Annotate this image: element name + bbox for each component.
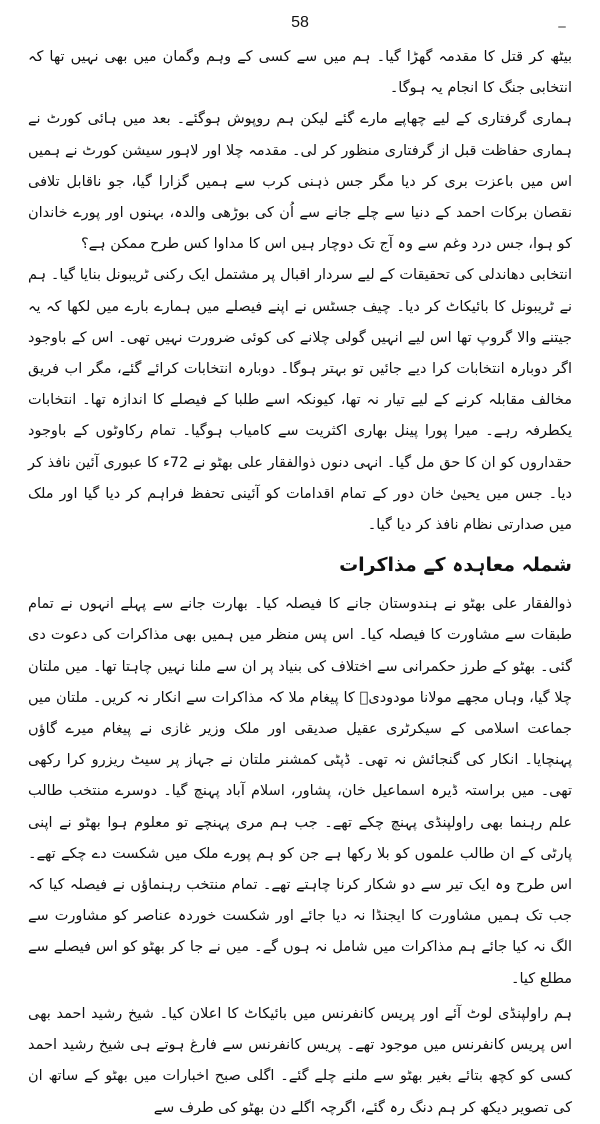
page-body (28, 42, 572, 1124)
paragraph: انتخابی دھاندلی کی تحقیقات کے لیے سردار اقبال پر مشتمل ایک رکنی ٹریبونل بنایا گیا۔ ہم نے ٹریبونل کا بائیکاٹ کر دیا۔ چیف جسٹس نے اپنے فیصلے میں ہمارے بارے میں لکھا کہ یہ جیتنے والا گروپ تھا اس لیے انہیں گولی چلانے کی کوئی ضرورت نہیں تھی۔ اس کے باوجود اگر دوبارہ انتخابات کرا دیے جائیں تو بہتر ہوگا۔ دوبارہ انتخابات کرائے گئے، مگر اب فریق مخالف مقابلہ کرنے کے لیے تیار نہ تھا، کیونکہ اسے طلبا کے فیصلے کا اندازہ تھا۔ انتخابات یکطرفہ رہے۔ میرا پورا پینل بھاری اکثریت سے کامیاب ہوگیا۔ تمام رکاوٹوں کے باوجود حقداروں کو ان کا حق مل گیا۔ انہی دنوں ذوالفقار علی بھٹو نے 72ء کا عبوری آئین نافذ کر دیا۔ جس میں یحییٰ خان دور کے تمام اقدامات کو آئینی تحفظ فراہم کر دیا گیا اور ملک میں صدارتی نظام نافذ کر دیا گیا۔ (28, 267, 573, 534)
paragraph: ہم راولپنڈی لوٹ آئے اور پریس کانفرنس میں بائیکاٹ کا اعلان کیا۔ شیخ رشید احمد بھی اس پریس کانفرنس میں موجود تھے۔ پریس کانفرنس سے فارغ ہوتے ہی شیخ رشید احمد کسی کو کچھ بتائے بغیر بھٹو سے ملنے چلے گئے۔ اگلی صبح اخبارات میں بھٹو کے ساتھ ان کی تصویر دیکھ کر ہم دنگ رہ گئے، اگرچہ اگلے دن بھٹو کی طرف سے (28, 1005, 572, 1116)
page-number: 58 (291, 14, 309, 31)
paragraph: ہماری گرفتاری کے لیے چھاپے مارے گئے لیکن ہم روپوش ہوگئے۔ بعد میں ہائی کورٹ نے ہماری حفاظت قبل از گرفتاری منظور کر لی۔ مقدمہ چلا اور لاہور سیشن کورٹ نے ہمیں اس میں باعزت بری کر دیا مگر جس ذہنی کرب سے ہمیں گزارا گیا، جو ناقابل تلافی نقصان برکات احمد کے دنیا سے چلے جانے سے اُن کی بوڑھی والدہ، بہنوں اور پورے خاندان کو ہوا، جس درد وغم سے وہ آج تک دوچار ہیں اس کا مداوا کس طرح ممکن ہے؟ (28, 111, 572, 253)
paragraph: ذوالفقار علی بھٹو نے ہندوستان جانے کا فیصلہ کیا۔ بھارت جانے سے پہلے انہوں نے تمام طبقات سے مشاورت کا فیصلہ کیا۔ اس پس منظر میں ہمیں بھی مذاکرات کی دعوت دی گئی۔ بھٹو کے طرز حکمرانی سے اختلاف کی بنیاد پر ان سے ملنا نہیں چاہتا تھا۔ میں ملتان چلا گیا، وہاں مجھے مولانا مودودیؒ کا پیغام ملا کہ مذاکرات سے انکار نہ کریں۔ ملتان میں جماعت اسلامی کے سیکرٹری عقیل صدیقی اور ملک وزیر غازی نے پیغام میرے گاؤں پہنچایا۔ انکار کی گنجائش نہ تھی۔ ڈپٹی کمشنر ملتان نے جہاز پر سیٹ ریزرو کرا رکھی تھی۔ میں براستہ ڈیرہ اسماعیل خان، پشاور، اسلام آباد پہنچ گیا۔ دوسرے منتخب طالب علم رہنما بھی راولپنڈی پہنچ چکے تھے۔ جب ہم مری پہنچے تو معلوم ہوا بھٹو نے اپنی پارٹی کے ان طالب علموں کو بلا رکھا ہے جن کو ہم پورے ملک میں شکست دے چکے تھے۔ اس طرح وہ ایک تیر سے دو شکار کرنا چاہتے تھے۔ تمام منتخب رہنماؤں نے فیصلہ کیا کہ جب تک ہمیں مشاورت کا ایجنڈا نہ دیا جائے اور شکست خوردہ عناصر کو مشاورت سے الگ نہ کیا جائے ہم مذاکرات میں شامل نہ ہوں گے۔ میں نے جا کر بھٹو کو اس فیصلے سے مطلع کیا۔ (28, 596, 572, 987)
scan-mark (558, 26, 566, 28)
section-heading: شملہ معاہدہ کے مذاکرات (339, 554, 572, 577)
paragraph: بیٹھ کر قتل کا مقدمہ گھڑا گیا۔ ہم میں سے کسی کے وہم وگمان میں بھی نہیں تھا کہ انتخابی جنگ کا انجام یہ ہوگا۔ (28, 49, 572, 97)
